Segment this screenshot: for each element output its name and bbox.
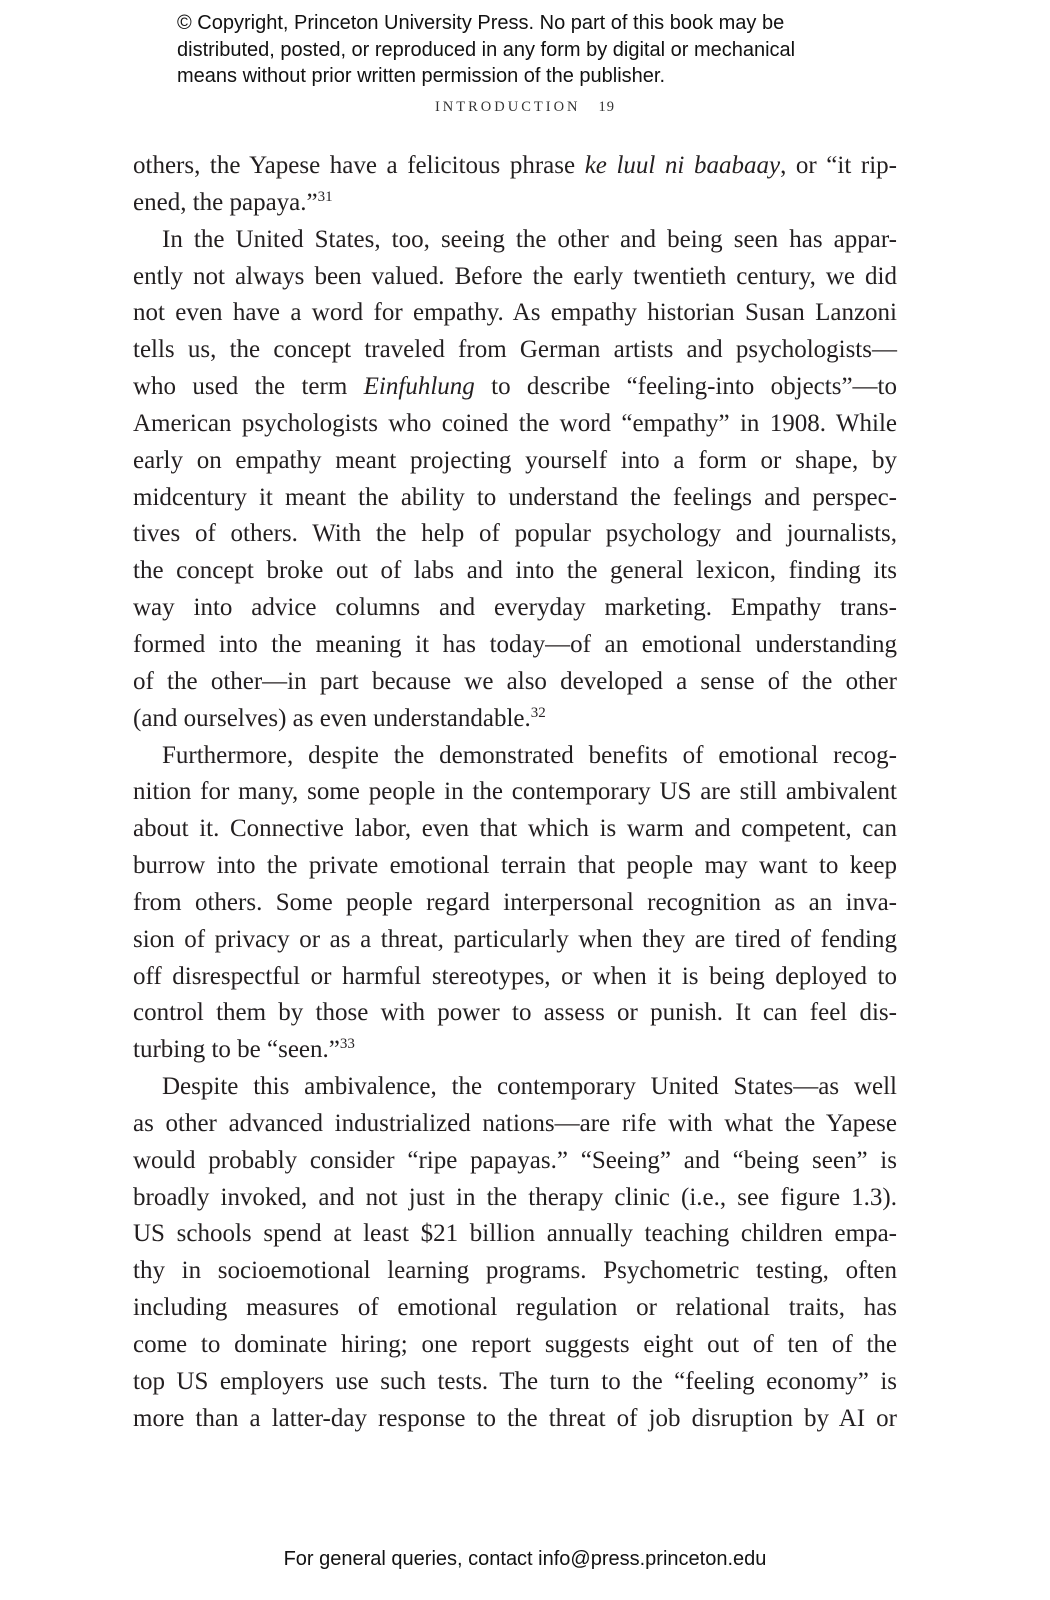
running-head-section: INTRODUCTION	[434, 99, 581, 115]
text-line: not even have a word for empathy. As empathy historian Susan Lanzoni	[133, 299, 897, 327]
text-line: midcentury it meant the ability to understand the feelings and perspec-	[133, 483, 897, 511]
text-line: Despite this ambivalence, the contemporary United States—as well	[162, 1073, 897, 1101]
text-line: tives of others. With the help of popular psychology and journalists,	[133, 520, 897, 548]
text-line: ently not always been valued. Before the early twentieth century, we did	[133, 262, 897, 290]
copyright-notice	[177, 10, 877, 90]
text-line: way into advice columns and everyday marketing. Empathy trans-	[133, 594, 897, 622]
text-line: more than a latter-day response to the threat of job disruption by AI or	[133, 1404, 897, 1432]
text-line: turbing to be “seen.”$^{33}$	[133, 1036, 355, 1064]
text-line: In the United States, too, seeing the other and being seen has appar-	[162, 225, 897, 253]
text-line: as other advanced industrialized nations—are rife with what the Yapese	[133, 1109, 897, 1137]
text-line: control them by those with power to assess or punish. It can feel dis-	[133, 999, 897, 1027]
footnote-ref[interactable]: 32	[530, 704, 546, 721]
text-line: nition for many, some people in the contemporary US are still ambivalent	[133, 778, 897, 806]
paragraph	[133, 1069, 897, 1437]
footer-contact: For general queries, contact info@press.princeton.edu	[283, 1548, 767, 1570]
text-line: about it. Connective labor, even that which is warm and competent, can	[133, 815, 897, 843]
text-line: thy in socioemotional learning programs. Psychometric testing, often	[133, 1257, 897, 1285]
italic-term: ke luul ni baabaay	[584, 152, 781, 179]
text-line: others, the Yapese have a felicitous phrase ke luul ni baabaay, or “it rip-	[133, 152, 897, 179]
text-line: early on empathy meant projecting yourself into a form or shape, by	[133, 446, 897, 474]
text-line: who used the term Einfuhlung to describe “feeling-into objects”—to	[133, 373, 897, 401]
paragraph	[133, 738, 897, 1070]
text-line: US schools spend at least $21 billion annually teaching children empa-	[133, 1220, 897, 1248]
text-line: (and ourselves) as even understandable.$^{32}$	[133, 704, 546, 732]
text-line: top US employers use such tests. The turn to the “feeling economy” is	[133, 1367, 897, 1395]
copyright-line: means without prior written permission of the publisher.	[177, 65, 666, 87]
text-line: burrow into the private emotional terrain that people may want to keep	[133, 852, 897, 880]
text-line: would probably consider “ripe papayas.” “Seeing” and “being seen” is	[133, 1146, 897, 1174]
body-text	[133, 148, 897, 1438]
text-line: sion of privacy or as a threat, particularly when they are tired of fending	[133, 925, 897, 953]
text-line: American psychologists who coined the word “empathy” in 1908. While	[133, 409, 897, 437]
text-line: the concept broke out of labs and into the general lexicon, finding its	[133, 557, 897, 585]
running-head	[0, 99, 1050, 116]
text-line: come to dominate hiring; one report suggests eight out of ten of the	[133, 1331, 897, 1358]
text-line: of the other—in part because we also developed a sense of the other	[133, 667, 897, 695]
text-line: off disrespectful or harmful stereotypes, or when it is being deployed to	[133, 962, 897, 990]
paragraph	[133, 148, 897, 222]
footnote-ref[interactable]: 31	[317, 188, 333, 205]
italic-term: Einfuhlung	[363, 373, 475, 401]
text-line: from others. Some people regard interpersonal recognition as an inva-	[133, 888, 897, 916]
copyright-line: distributed, posted, or reproduced in any form by digital or mechanical	[177, 38, 796, 61]
paragraph	[133, 222, 897, 738]
text-line: broadly invoked, and not just in the therapy clinic (i.e., see figure 1.3).	[133, 1183, 897, 1211]
text-line: Furthermore, despite the demonstrated benefits of emotional recog-	[162, 741, 897, 769]
text-line: tells us, the concept traveled from German artists and psychologists—	[133, 336, 897, 364]
footnote-ref[interactable]: 33	[339, 1036, 355, 1053]
text-line: including measures of emotional regulation or relational traits, has	[133, 1294, 897, 1322]
text-line: formed into the meaning it has today—of an emotional understanding	[133, 630, 897, 658]
page-number: 19	[598, 99, 616, 115]
copyright-line: © Copyright, Princeton University Press. No part of this book may be	[177, 12, 785, 34]
text-line: ened, the papaya.”$^{31}$	[133, 188, 333, 216]
